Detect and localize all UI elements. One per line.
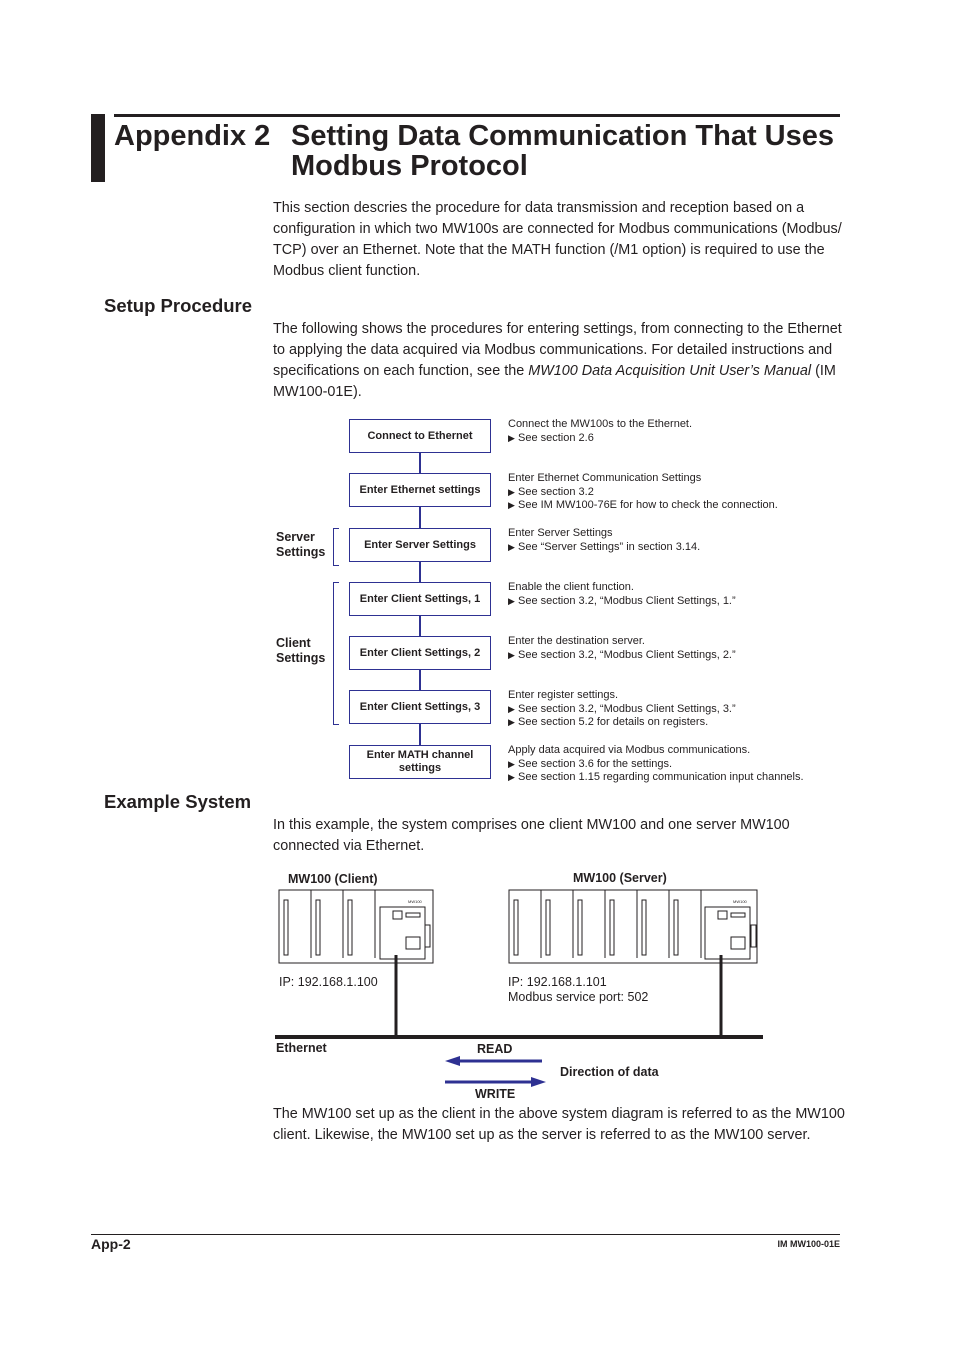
flow-connector (419, 507, 421, 528)
server-port: Modbus service port: 502 (508, 990, 649, 1004)
arrow-right-icon: ▶ (508, 500, 515, 510)
server-unit-badge: MW100 (733, 899, 747, 904)
flow-description-line: ▶ See section 3.2, “Modbus Client Settings, 1.” (508, 594, 736, 607)
server-label: MW100 (Server) (573, 871, 667, 885)
flow-description-line: ▶ See IM MW100-76E for how to check the connection. (508, 499, 778, 511)
direction-label: Direction of data (560, 1065, 659, 1079)
arrow-right-icon: ▶ (508, 541, 515, 552)
client-unit-badge: MW100 (408, 899, 422, 904)
flow-step-description (508, 689, 838, 730)
outro-paragraph: The MW100 set up as the client in the above system diagram is referred to as the MW100 client. Likewise, the MW100 set up as the server is referred to as the MW100 server. (273, 1106, 845, 1143)
flow-step-box: Enter Client Settings, 3 (349, 690, 491, 724)
server-group-label: Server Settings (276, 530, 326, 559)
flow-description-line: ▶ See section 2.6 (508, 431, 594, 444)
flow-description-line: ▶ See “Server Settings” in section 3.14. (508, 540, 701, 553)
flow-connector (419, 724, 421, 745)
flow-connector (419, 616, 421, 636)
flow-step-box: Enter MATH channel settings (349, 745, 491, 779)
flow-description-line: Enter the destination server. (508, 635, 645, 647)
flow-connector (419, 562, 421, 582)
flow-description-line: Apply data acquired via Modbus communications. (508, 744, 751, 756)
read-label: READ (477, 1042, 513, 1056)
manual-title: MW100 Data Acquisition Unit User’s Manual (528, 363, 812, 379)
setup-paragraph: The following shows the procedures for entering settings, from connecting to the Ethernet to applying the data acquired via Modbus communications. For detailed instructions and specifications on each function, see the MW100 Data Acquisition Unit User’s Manual (IM MW100-01E). (273, 321, 842, 400)
arrow-right-icon: ▶ (508, 772, 515, 782)
flow-step-box: Enter Ethernet settings (349, 473, 491, 507)
client-ip: IP: 192.168.1.100 (279, 975, 378, 989)
arrow-right-icon: ▶ (508, 703, 515, 714)
example-heading: Example System (104, 791, 252, 812)
flow-connector (419, 453, 421, 473)
client-label: MW100 (Client) (288, 872, 378, 886)
arrow-right-icon: ▶ (508, 649, 515, 660)
document-code: IM MW100-01E (777, 1239, 840, 1249)
server-ip: IP: 192.168.1.101 (508, 975, 607, 989)
flow-step-description (508, 635, 838, 662)
server-unit (509, 890, 757, 963)
flow-description-line: Enter Ethernet Communication Settings (508, 472, 702, 484)
arrow-right-icon: ▶ (508, 486, 515, 497)
flow-description-line: Enter Server Settings (508, 527, 613, 539)
flow-description-line: ▶ See section 3.2, “Modbus Client Settings, 2.” (508, 648, 736, 661)
appendix-label: Appendix 2 (114, 120, 271, 152)
flow-description-line: ▶ See section 3.6 for the settings. (508, 757, 673, 770)
flow-step-description (508, 581, 838, 608)
flow-description-line: Enter register settings. (508, 689, 619, 701)
flow-connector (419, 670, 421, 690)
title-rule (114, 114, 840, 117)
flow-step-box: Enter Client Settings, 2 (349, 636, 491, 670)
title-bar-marker (91, 114, 105, 182)
flow-step-box: Connect to Ethernet (349, 419, 491, 453)
intro-paragraph: This section descries the procedure for data transmission and reception based on a configuration in which two MW100s are connected for Modbus communications (Modbus/ TCP) over an Ethernet. Note that the MATH function (/M1 option) is required to use the Modbus client function. (273, 200, 842, 279)
flow-step-description (508, 418, 838, 445)
client-group-label: Client Settings (276, 636, 326, 665)
example-paragraph: In this example, the system comprises one client MW100 and one server MW100 connected via Ethernet. (273, 817, 790, 854)
flow-description-line: ▶ See section 3.2, “Modbus Client Settings, 3.” (508, 702, 736, 715)
flow-step-description (508, 744, 838, 785)
flow-description-line: Enable the client function. (508, 581, 634, 593)
flow-step-description (508, 527, 838, 554)
arrow-right-icon: ▶ (508, 717, 515, 727)
read-arrowhead (445, 1056, 460, 1066)
flow-description-line: ▶ See section 5.2 for details on registers. (508, 716, 709, 728)
ethernet-label: Ethernet (276, 1041, 327, 1055)
write-arrowhead (531, 1077, 546, 1087)
footer-rule (91, 1234, 840, 1235)
flow-step-description (508, 472, 838, 513)
flow-step-box: Enter Server Settings (349, 528, 491, 562)
setup-heading: Setup Procedure (104, 295, 253, 316)
arrow-right-icon: ▶ (508, 432, 515, 443)
flow-description-line: Connect the MW100s to the Ethernet. (508, 418, 693, 430)
flow-step-box: Enter Client Settings, 1 (349, 582, 491, 616)
write-label: WRITE (475, 1087, 516, 1101)
page-title: Setting Data Communication That Uses Modbus Protocol (291, 120, 835, 182)
flow-description-line: ▶ See section 1.15 regarding communication input channels. (508, 771, 804, 783)
arrow-right-icon: ▶ (508, 595, 515, 606)
flow-description-line: ▶ See section 3.2 (508, 485, 594, 498)
arrow-right-icon: ▶ (508, 758, 515, 769)
page-number: App-2 (91, 1236, 131, 1252)
